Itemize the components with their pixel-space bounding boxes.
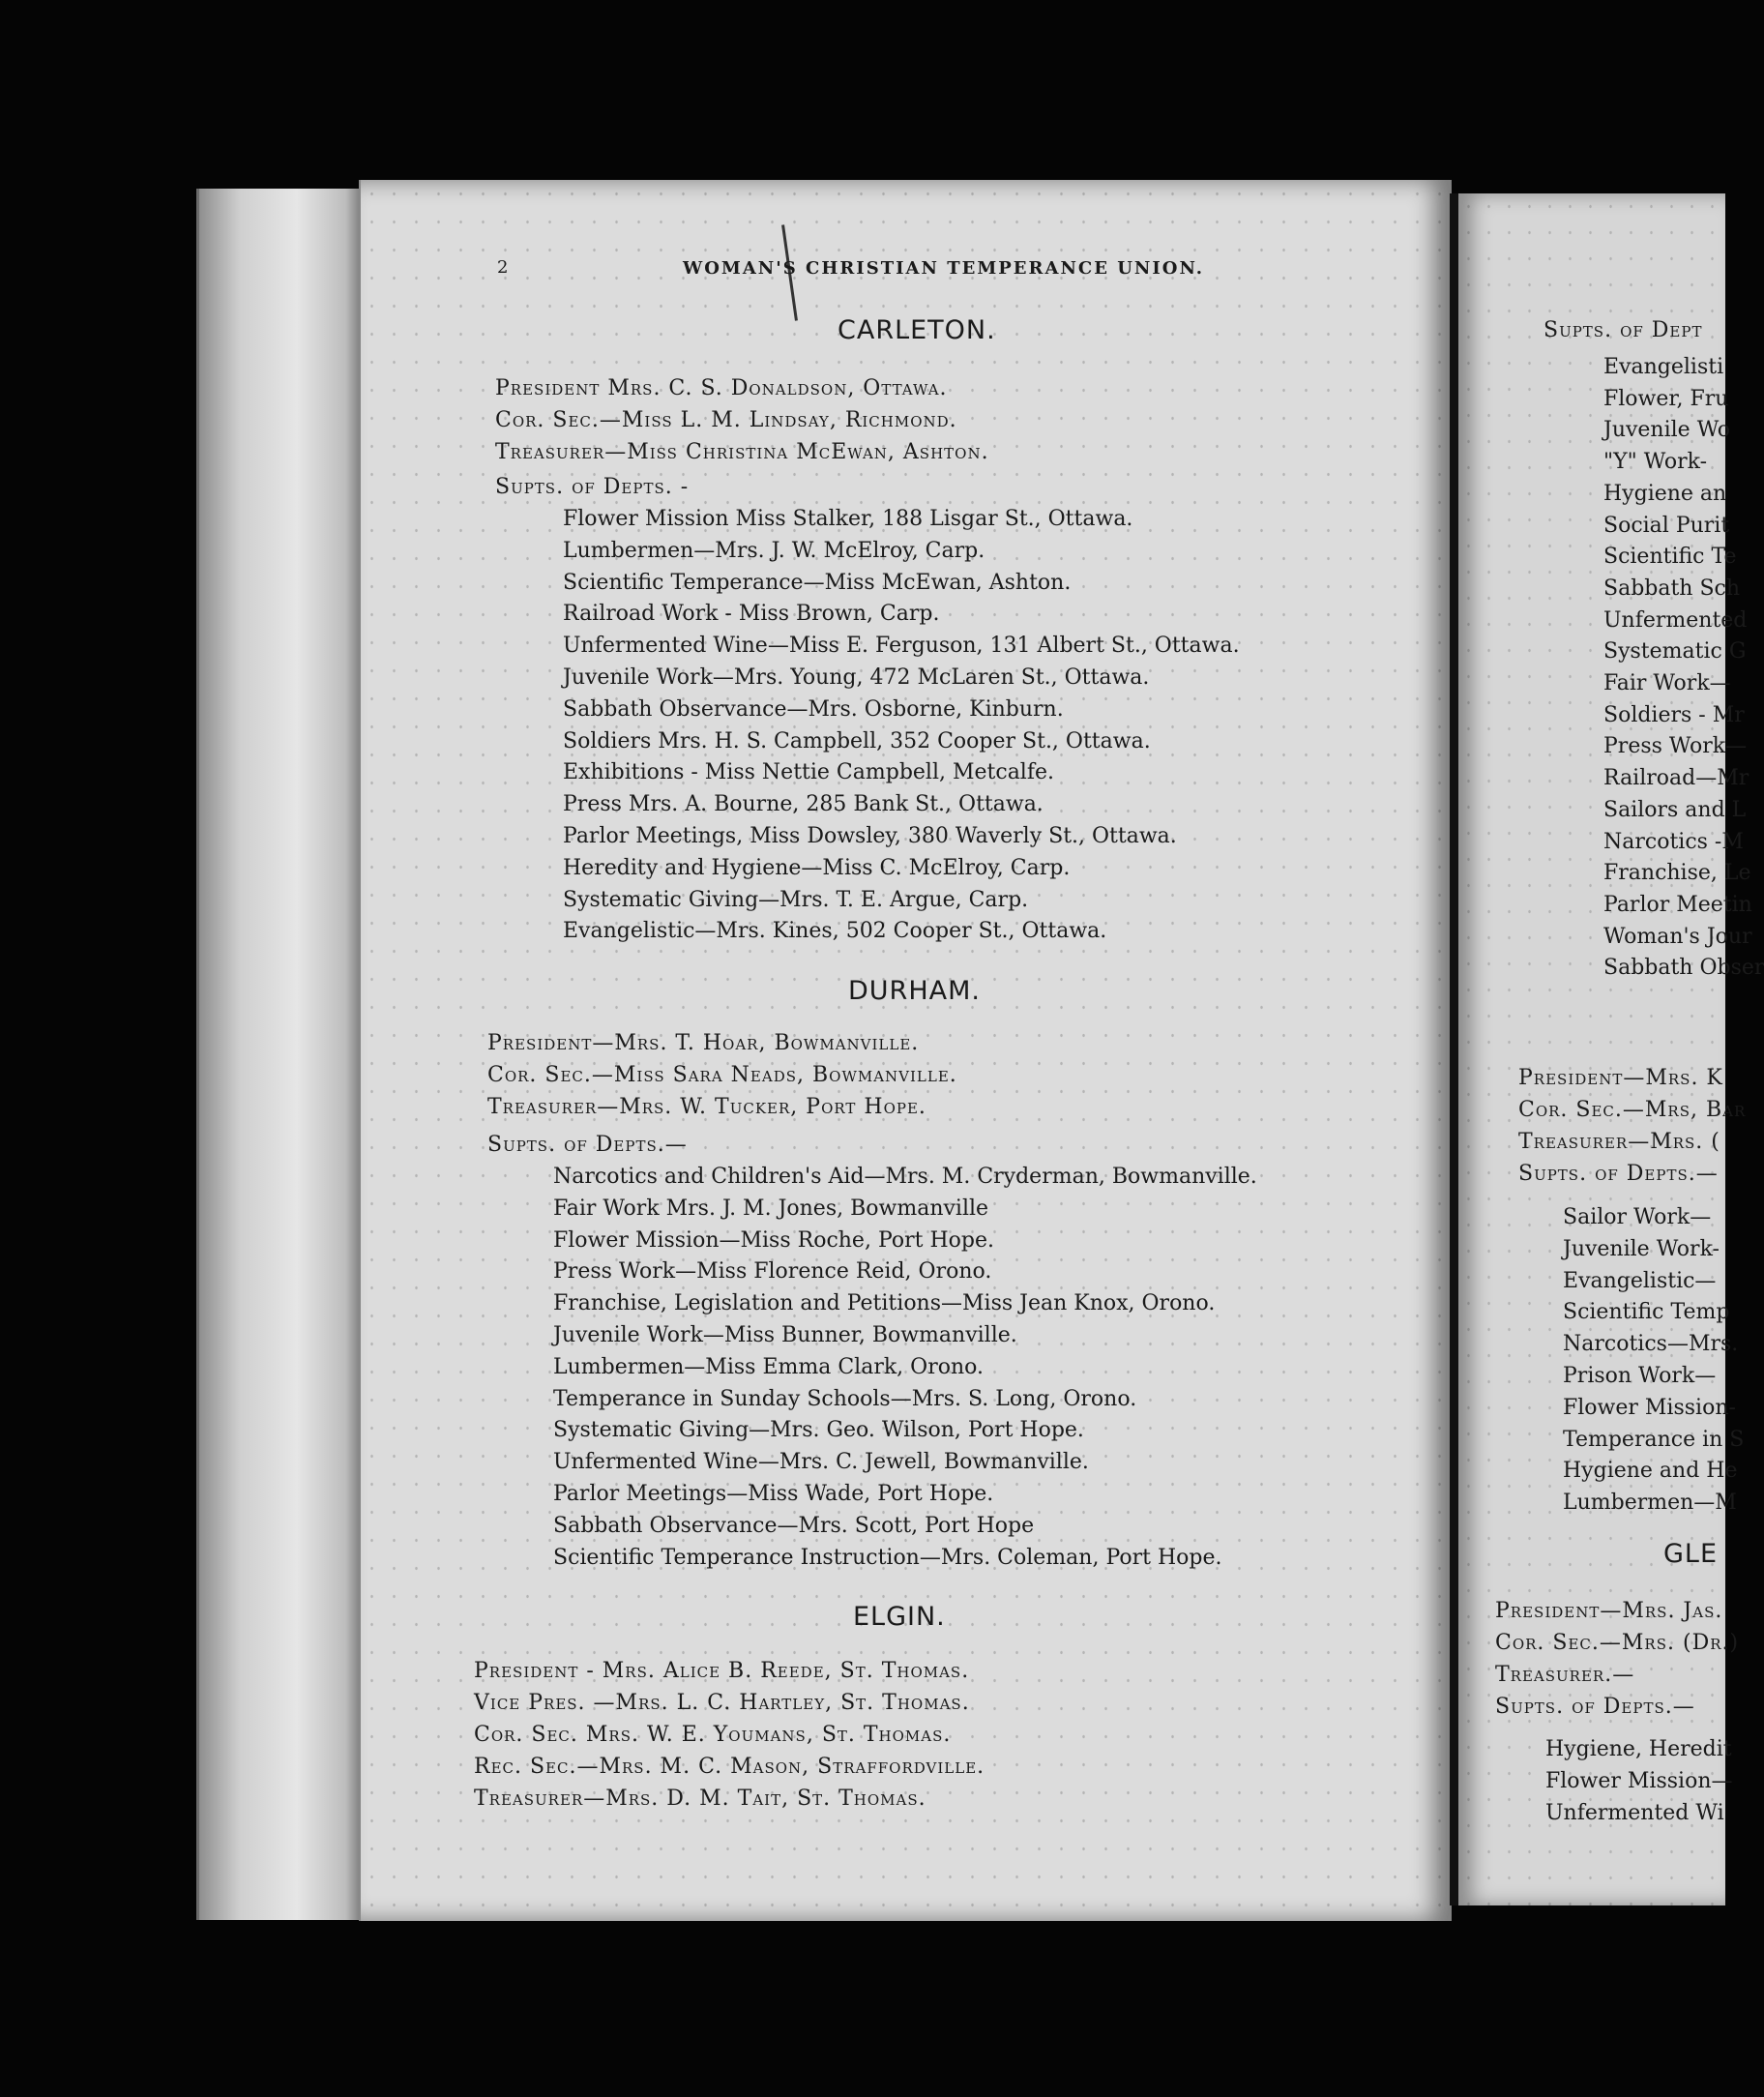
text-line: Supts. of Depts.— — [1518, 1162, 1719, 1186]
text-line: Lumbermen—Miss Emma Clark, Orono. — [553, 1354, 984, 1379]
text-line: Scientific Temperance Instruction—Mrs. Coleman, Port Hope. — [553, 1545, 1222, 1570]
text-line: Supts. of Dept — [1544, 318, 1703, 342]
text-line: Lumbermen—M — [1563, 1491, 1737, 1516]
supts-label: Supts. of Depts.— — [487, 1133, 688, 1157]
text-line: Sabbath Observance—Mrs. Scott, Port Hope — [553, 1513, 1035, 1538]
text-line: Woman's Jour — [1603, 924, 1752, 949]
text-line: Press Work— — [1603, 734, 1748, 759]
officer-line: President - Mrs. Alice B. Reede, St. Thomas. — [474, 1659, 970, 1683]
text-line: Flower Mission Miss Stalker, 188 Lisgar St., Ottawa. — [563, 507, 1133, 531]
text-line: Railroad—Mr — [1603, 766, 1749, 791]
text-line: Social Purit — [1603, 513, 1730, 538]
text-line: Supts. of Depts.— — [1495, 1695, 1695, 1719]
text-line: Temperance in S — [1563, 1427, 1745, 1452]
text-line: Cor. Sec.—Mrs. (Dr.) — [1495, 1631, 1740, 1655]
officer-line: Cor. Sec.—Miss Sara Neads, Bowmanville. — [487, 1063, 957, 1087]
text-line: Parlor Meetings—Miss Wade, Port Hope. — [553, 1482, 994, 1506]
text-line: Lumbermen—Mrs. J. W. McElroy, Carp. — [563, 538, 985, 563]
text-line: Narcotics and Children's Aid—Mrs. M. Cryderman, Bowmanville. — [553, 1165, 1257, 1189]
text-line: Flower Mission— — [1545, 1768, 1733, 1793]
text-line: Systematic Giving—Mrs. Geo. Wilson, Port Hope. — [553, 1418, 1084, 1443]
text-line: Sabbath Observance—Mrs. Osborne, Kinburn. — [563, 696, 1064, 722]
text-line: Press Mrs. A. Bourne, 285 Bank St., Ottawa. — [563, 792, 1044, 817]
supts-label: Supts. of Depts. - — [495, 475, 690, 499]
text-line: Juvenile Work—Miss Bunner, Bowmanville. — [553, 1323, 1017, 1347]
text-line: Scientific Temperance—Miss McEwan, Ashton. — [563, 570, 1072, 595]
text-line: Hygiene an — [1603, 481, 1727, 506]
officer-line: Rec. Sec.—Mrs. M. C. Mason, Straffordville. — [474, 1755, 985, 1779]
text-line: President—Mrs. Jas. — [1495, 1599, 1723, 1623]
officer-line: Treasurer—Mrs. D. M. Tait, St. Thomas. — [474, 1787, 926, 1811]
text-line: Fair Work Mrs. J. M. Jones, Bowmanville — [553, 1196, 989, 1221]
text-line: Unfermented Wi — [1545, 1800, 1724, 1825]
text-line: Prison Work— — [1563, 1364, 1717, 1388]
text-line: Franchise, Le — [1603, 861, 1751, 886]
text-line: Hygiene and He — [1563, 1459, 1738, 1484]
text-line: Juvenile Work—Mrs. Young, 472 McLaren St., Ottawa. — [563, 665, 1150, 690]
text-line: Hygiene, Heredit — [1545, 1737, 1732, 1761]
text-line: Unfermented Wine—Mrs. C. Jewell, Bowmanville. — [553, 1450, 1089, 1475]
text-line: Flower, Fru — [1603, 386, 1729, 411]
text-line: Sabbath Obser — [1603, 956, 1764, 981]
running-head: WOMAN'S CHRISTIAN TEMPERANCE UNION. — [683, 258, 1205, 279]
text-line: Cor. Sec.—Mrs, Bar — [1518, 1098, 1747, 1122]
text-line: Exhibitions - Miss Nettie Campbell, Metcalfe. — [563, 760, 1054, 785]
page-gutter — [1450, 193, 1458, 1905]
text-line: Temperance in Sunday Schools—Mrs. S. Long, Orono. — [553, 1386, 1137, 1411]
text-line: Sabbath Sch — [1603, 576, 1741, 601]
officer-line: Treasurer—Miss Christina McEwan, Ashton. — [495, 440, 989, 464]
text-line: Juvenile Wo — [1603, 418, 1731, 443]
text-line: Systematic G — [1603, 639, 1747, 665]
officer-line: President—Mrs. T. Hoar, Bowmanville. — [487, 1031, 920, 1055]
officer-line: Cor. Sec.—Miss L. M. Lindsay, Richmond. — [495, 408, 957, 432]
text-line: Sailor Work— — [1563, 1205, 1712, 1229]
text-line: Treasurer.— — [1495, 1663, 1635, 1687]
text-line: Juvenile Work- — [1563, 1236, 1720, 1261]
page-number: 2 — [497, 257, 509, 278]
section-heading-durham: DURHAM. — [848, 976, 981, 1006]
text-line: Evangelistic— — [1563, 1268, 1717, 1293]
text-line: Unfermented Wine—Miss E. Ferguson, 131 Albert St., Ottawa. — [563, 634, 1240, 659]
text-line: Flower Mission—Miss Roche, Port Hope. — [553, 1227, 994, 1253]
officer-line: President Mrs. C. S. Donaldson, Ottawa. — [495, 376, 948, 400]
book-spine — [196, 189, 362, 1920]
section-heading-carleton: CARLETON. — [838, 315, 996, 345]
text-line: Sailors and L — [1603, 797, 1747, 822]
text-line: Franchise, Legislation and Petitions—Miss Jean Knox, Orono. — [553, 1291, 1216, 1316]
text-line: Soldiers Mrs. H. S. Campbell, 352 Cooper St., Ottawa. — [563, 728, 1151, 753]
text-line: Railroad Work - Miss Brown, Carp. — [563, 602, 940, 627]
text-line: Evangelisti — [1603, 355, 1724, 379]
text-line: President—Mrs. K — [1518, 1066, 1723, 1090]
text-line: Press Work—Miss Florence Reid, Orono. — [553, 1259, 992, 1285]
text-line: Scientific Temp — [1563, 1300, 1730, 1325]
officer-line: Treasurer—Mrs. W. Tucker, Port Hope. — [487, 1095, 926, 1119]
text-line: Narcotics -M — [1603, 829, 1744, 854]
right-section-heading: GLE — [1663, 1539, 1719, 1569]
text-line: Heredity and Hygiene—Miss C. McElroy, Carp. — [563, 855, 1071, 880]
text-line: Treasurer—Mrs. ( — [1518, 1130, 1720, 1154]
text-line: Parlor Meetin — [1603, 892, 1752, 917]
text-line: Systematic Giving—Mrs. T. E. Argue, Carp. — [563, 887, 1029, 912]
text-line: Unfermented — [1603, 607, 1748, 633]
text-line: Parlor Meetings, Miss Dowsley, 380 Waverly St., Ottawa. — [563, 824, 1177, 848]
officer-line: Cor. Sec. Mrs. W. E. Youmans, St. Thomas. — [474, 1723, 952, 1747]
text-line: Scientific Te — [1603, 545, 1737, 570]
text-line: Narcotics—Mrs. — [1563, 1332, 1739, 1357]
section-heading-elgin: ELGIN. — [853, 1602, 946, 1632]
text-line: Soldiers - Mr — [1603, 702, 1745, 727]
text-line: "Y" Work- — [1603, 450, 1708, 475]
text-line: Fair Work— — [1603, 671, 1731, 695]
text-line: Evangelistic—Mrs. Kines, 502 Cooper St., Ottawa. — [563, 919, 1107, 944]
text-line: Flower Mission- — [1563, 1395, 1736, 1420]
officer-line: Vice Pres. —Mrs. L. C. Hartley, St. Thomas. — [474, 1691, 970, 1715]
